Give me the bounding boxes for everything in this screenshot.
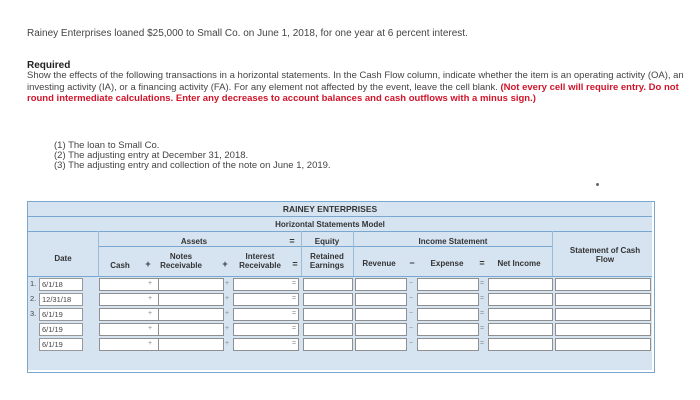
revenue-input[interactable]: [355, 278, 407, 291]
plus-sign: +: [147, 340, 153, 347]
expense-input[interactable]: [417, 338, 479, 351]
cash-flow-input[interactable]: [555, 338, 651, 351]
plus-sign: +: [224, 295, 230, 302]
expense-input[interactable]: [417, 293, 479, 306]
table-title: RAINEY ENTERPRISES: [282, 204, 378, 214]
transaction-3: (3) The adjusting entry and collection of the note on June 1, 2019.: [54, 160, 331, 171]
notes-receivable-input[interactable]: [158, 278, 224, 291]
revenue-input[interactable]: [355, 323, 407, 336]
group-income-statement: Income Statement: [418, 237, 488, 246]
header-divider: [98, 246, 552, 247]
table-subtitle: Horizontal Statements Model: [275, 220, 385, 229]
equals-sign: =: [479, 325, 485, 332]
col-date: Date: [54, 254, 72, 263]
retained-earnings-input[interactable]: [303, 308, 353, 321]
retained-earnings-input[interactable]: [303, 323, 353, 336]
minus-sign: −: [408, 325, 414, 332]
minus-sign: −: [408, 295, 414, 302]
col-expense: Expense: [430, 259, 464, 268]
equals-sign: =: [292, 259, 298, 269]
header-divider: [28, 216, 652, 217]
minus-sign: −: [408, 340, 414, 347]
net-income-input[interactable]: [488, 278, 553, 291]
header-divider: [28, 231, 652, 232]
plus-sign: +: [147, 325, 153, 332]
problem-intro: Rainey Enterprises loaned $25,000 to Small Co. on June 1, 2018, for one year at 6 percent interest.: [27, 28, 468, 39]
transaction-2: (2) The adjusting entry at December 31, 2018.: [54, 150, 249, 161]
required-warning-text: (Not every cell will require entry. Do not round intermediate calculations. Enter any decreases to account balances and cash outflows with a minus sign.): [27, 81, 679, 104]
group-assets: Assets: [180, 237, 208, 246]
table-row: [28, 277, 652, 292]
expense-input[interactable]: [417, 278, 479, 291]
equals-sign: =: [289, 236, 295, 246]
row-date: 6/1/19: [39, 323, 83, 336]
retained-earnings-input[interactable]: [303, 278, 353, 291]
plus-sign: +: [224, 310, 230, 317]
minus-sign: −: [408, 310, 414, 317]
revenue-input[interactable]: [355, 308, 407, 321]
col-notes-receivable: Notes Receivable: [160, 252, 202, 270]
plus-sign: +: [224, 325, 230, 332]
retained-earnings-input[interactable]: [303, 293, 353, 306]
expense-input[interactable]: [417, 323, 479, 336]
plus-sign: +: [147, 295, 153, 302]
cash-flow-input[interactable]: [555, 278, 651, 291]
minus-sign: −: [409, 258, 415, 268]
col-interest-receivable: Interest Receivable: [239, 252, 281, 270]
equals-sign: =: [291, 280, 297, 287]
required-instructions: [27, 70, 697, 105]
required-body-text: Show the effects of the following transactions in a horizontal statements. In the Cash Flow column, indicate whether the item is an operating activity (OA), an investing activity (IA), or a financing activity (FA). For any element not affected by the event, leave the cell blank.: [27, 70, 684, 93]
table-row: [28, 307, 652, 322]
plus-sign: +: [222, 259, 228, 269]
revenue-input[interactable]: [355, 338, 407, 351]
col-separator: [552, 231, 553, 276]
equals-sign: =: [479, 295, 485, 302]
row-number: 1.: [30, 279, 37, 288]
group-equity: Equity: [314, 237, 340, 246]
col-retained-earnings: Retained Earnings: [309, 252, 345, 270]
col-net-income: Net Income: [497, 259, 541, 268]
retained-earnings-input[interactable]: [303, 338, 353, 351]
col-cash: Cash: [110, 261, 130, 270]
equals-sign: =: [479, 310, 485, 317]
net-income-input[interactable]: [488, 338, 553, 351]
plus-sign: +: [224, 340, 230, 347]
row-number: 2.: [30, 294, 37, 303]
table-row: [28, 292, 652, 307]
expense-input[interactable]: [417, 308, 479, 321]
row-date: 6/1/18: [39, 278, 83, 291]
equals-sign: =: [291, 340, 297, 347]
notes-receivable-input[interactable]: [158, 323, 224, 336]
row-date: 6/1/19: [39, 308, 83, 321]
net-income-input[interactable]: [488, 323, 553, 336]
cash-flow-input[interactable]: [555, 323, 651, 336]
minus-sign: −: [408, 280, 414, 287]
equals-sign: =: [291, 325, 297, 332]
plus-sign: +: [145, 259, 151, 269]
plus-sign: +: [224, 280, 230, 287]
table-row: [28, 322, 652, 337]
mouse-cursor-icon: [596, 183, 599, 186]
notes-receivable-input[interactable]: [158, 338, 224, 351]
notes-receivable-input[interactable]: [158, 308, 224, 321]
row-date: 12/31/18: [39, 293, 83, 306]
col-statement-of-cash-flow: Statement of Cash Flow: [569, 246, 641, 264]
table-row: [28, 337, 652, 352]
equals-sign: =: [291, 310, 297, 317]
plus-sign: +: [147, 310, 153, 317]
required-heading: Required: [27, 60, 71, 71]
equals-sign: =: [479, 258, 485, 268]
cash-flow-input[interactable]: [555, 293, 651, 306]
col-revenue: Revenue: [362, 259, 396, 268]
notes-receivable-input[interactable]: [158, 293, 224, 306]
revenue-input[interactable]: [355, 293, 407, 306]
equals-sign: =: [479, 280, 485, 287]
plus-sign: +: [147, 280, 153, 287]
net-income-input[interactable]: [488, 293, 553, 306]
equals-sign: =: [479, 340, 485, 347]
row-number: 3.: [30, 309, 37, 318]
equals-sign: =: [291, 295, 297, 302]
row-date: 6/1/19: [39, 338, 83, 351]
cash-flow-input[interactable]: [555, 308, 651, 321]
net-income-input[interactable]: [488, 308, 553, 321]
transaction-1: (1) The loan to Small Co.: [54, 140, 160, 151]
